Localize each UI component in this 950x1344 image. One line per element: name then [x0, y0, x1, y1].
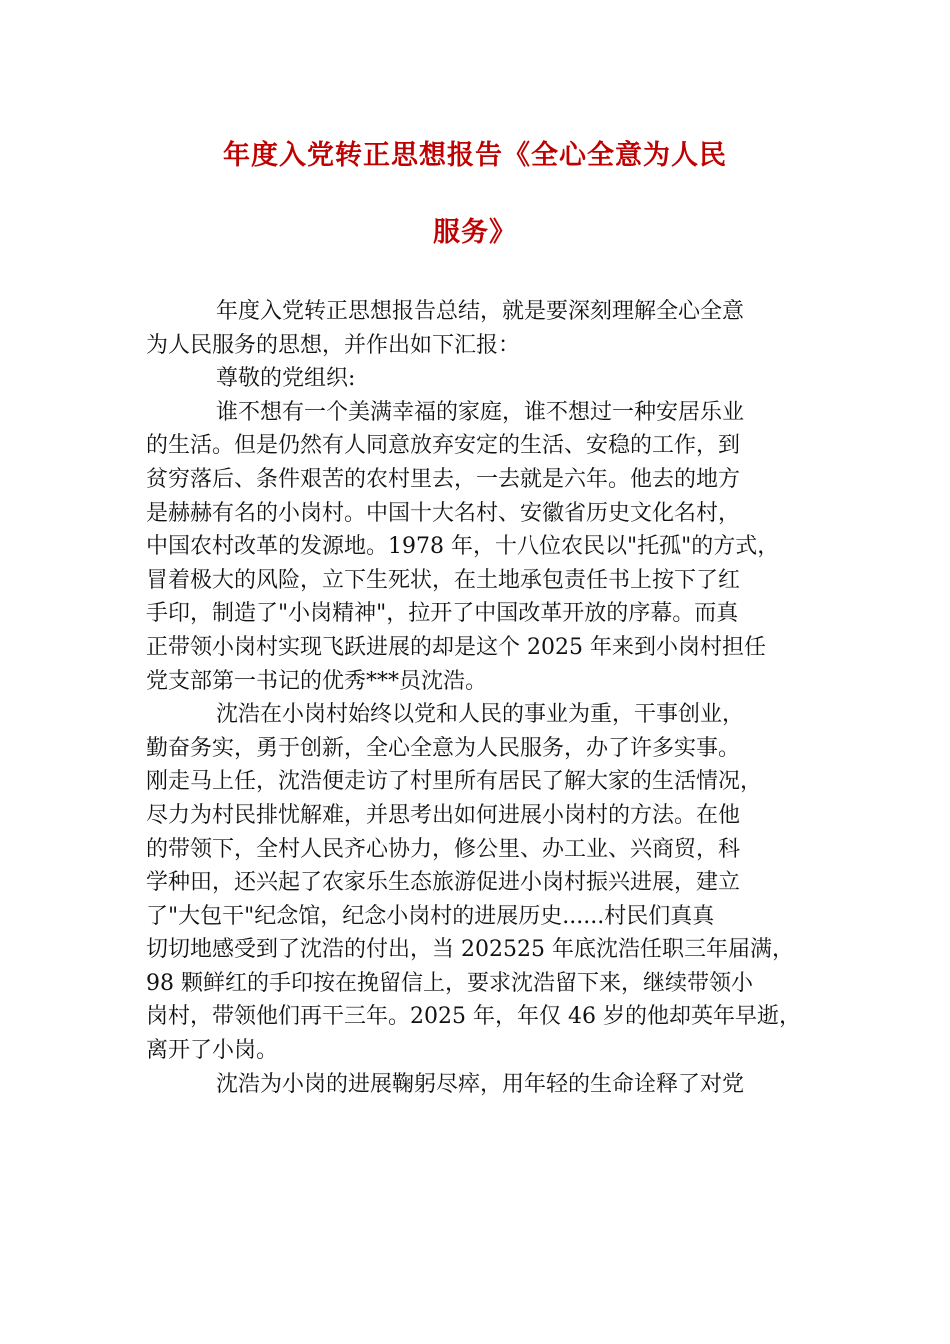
document-title-line-2: 服务》 [433, 217, 517, 248]
body-text-line: 切切地感受到了沈浩的付出，当 202525 年底沈浩任职三年届满， [146, 937, 794, 963]
body-text-line: 冒着极大的风险，立下生死状，在土地承包责任书上按下了红 [146, 567, 741, 593]
document-body [146, 295, 836, 1101]
body-text-line: 98 颗鲜红的手印按在挽留信上，要求沈浩留下来，继续带领小 [146, 970, 753, 996]
body-text-line: 谁不想有一个美满幸福的家庭，谁不想过一种安居乐业 [216, 399, 745, 425]
body-text-line: 尽力为村民排忧解难，并思考出如何进展小岗村的方法。在他 [146, 802, 741, 828]
body-text-line: 尊敬的党组织: [216, 366, 356, 392]
body-text-line: 了"大包干"纪念馆，纪念小岗村的进展历史......村民们真真 [146, 903, 715, 929]
body-text-line: 岗村，带领他们再干三年。2025 年，年仅 46 岁的他却英年早逝， [146, 1004, 801, 1030]
body-text-line: 勤奋务实，勇于创新，全心全意为人民服务，办了许多实事。 [146, 735, 741, 761]
body-text-line: 的生活。但是仍然有人同意放弃安定的生活、安稳的工作，到 [146, 433, 741, 459]
body-text-line: 年度入党转正思想报告总结，就是要深刻理解全心全意 [216, 299, 745, 324]
body-text-line: 正带领小岗村实现飞跃进展的却是这个 2025 年来到小岗村担任 [146, 634, 766, 660]
body-text-line: 为人民服务的思想，并作出如下汇报： [146, 332, 521, 358]
body-text-line: 党支部第一书记的优秀***员沈浩。 [146, 668, 488, 694]
body-text-line: 中国农村改革的发源地。1978 年，十八位农民以"托孤"的方式， [146, 534, 780, 560]
body-text-line: 学种田，还兴起了农家乐生态旅游促进小岗村振兴进展，建立 [146, 870, 741, 896]
body-text-line: 是赫赫有名的小岗村。中国十大名村、安徽省历史文化名村， [146, 500, 741, 526]
body-text-line: 手印，制造了"小岗精神"，拉开了中国改革开放的序幕。而真 [146, 601, 739, 627]
body-text-line: 贫穷落后、条件艰苦的农村里去，一去就是六年。他去的地方 [146, 466, 741, 492]
body-text-line: 沈浩在小岗村始终以党和人民的事业为重，干事创业， [216, 702, 745, 728]
body-text-line: 离开了小岗。 [146, 1038, 279, 1064]
document-title-line-1: 年度入党转正思想报告《全心全意为人民 [223, 140, 727, 171]
body-text-line: 沈浩为小岗的进展鞠躬尽瘁，用年轻的生命诠释了对党 [216, 1071, 745, 1097]
body-text-line: 的带领下，全村人民齐心协力，修公里、办工业、兴商贸，科 [146, 836, 741, 862]
body-text-line: 刚走马上任，沈浩便走访了村里所有居民了解大家的生活情况， [146, 769, 763, 795]
